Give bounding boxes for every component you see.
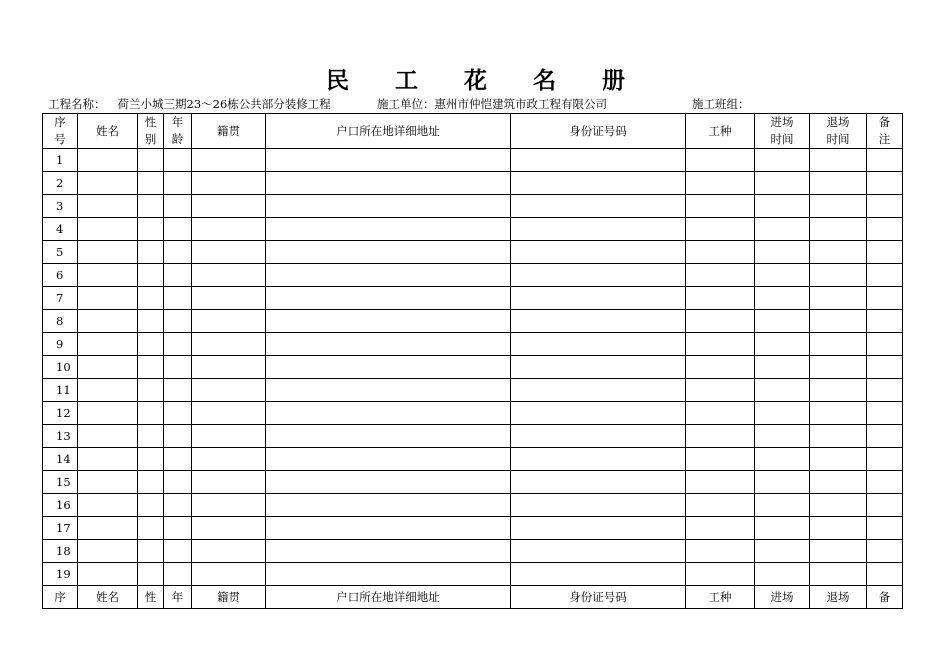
entry-time-cell — [755, 563, 810, 586]
exit-time-cell — [810, 195, 867, 218]
footer-trade: 工种 — [686, 586, 755, 609]
id-number-cell — [511, 471, 686, 494]
age-cell — [164, 540, 192, 563]
gender-cell — [138, 172, 164, 195]
address-cell — [266, 402, 511, 425]
address-cell — [266, 172, 511, 195]
table-row — [43, 356, 903, 379]
name-cell — [78, 356, 138, 379]
entry-time-cell — [755, 425, 810, 448]
exit-time-cell — [810, 218, 867, 241]
row-number: 9 — [43, 333, 78, 356]
address-cell — [266, 218, 511, 241]
footer-entry-time: 进场 — [755, 586, 810, 609]
trade-cell — [686, 241, 755, 264]
age-cell — [164, 356, 192, 379]
exit-time-cell — [810, 448, 867, 471]
remarks-cell — [867, 540, 903, 563]
trade-cell — [686, 172, 755, 195]
header-age: 年 龄 — [164, 114, 192, 149]
gender-cell — [138, 494, 164, 517]
remarks-cell — [867, 264, 903, 287]
entry-time-cell — [755, 310, 810, 333]
origin-cell — [192, 333, 266, 356]
trade-cell — [686, 425, 755, 448]
table-row — [43, 195, 903, 218]
header-trade: 工种 — [686, 114, 755, 149]
origin-cell — [192, 218, 266, 241]
row-number: 14 — [43, 448, 78, 471]
name-cell — [78, 264, 138, 287]
id-number-cell — [511, 494, 686, 517]
name-cell — [78, 540, 138, 563]
id-number-cell — [511, 563, 686, 586]
row-number: 13 — [43, 425, 78, 448]
trade-cell — [686, 149, 755, 172]
table-row — [43, 310, 903, 333]
table-row — [43, 563, 903, 586]
entry-time-cell — [755, 494, 810, 517]
origin-cell — [192, 310, 266, 333]
footer-remarks: 备 — [867, 586, 903, 609]
address-cell — [266, 241, 511, 264]
origin-cell — [192, 379, 266, 402]
address-cell — [266, 425, 511, 448]
header-seq: 序 号 — [43, 114, 78, 149]
project-value: 荷兰小城三期23～26栋公共部分装修工程 — [117, 97, 331, 111]
row-number: 1 — [43, 149, 78, 172]
table-row — [43, 287, 903, 310]
gender-cell — [138, 310, 164, 333]
address-cell — [266, 310, 511, 333]
footer-name: 姓名 — [78, 586, 138, 609]
exit-time-cell — [810, 471, 867, 494]
remarks-cell — [867, 425, 903, 448]
age-cell — [164, 402, 192, 425]
gender-cell — [138, 448, 164, 471]
gender-cell — [138, 195, 164, 218]
origin-cell — [192, 494, 266, 517]
header-remarks: 备 注 — [867, 114, 903, 149]
address-cell — [266, 356, 511, 379]
remarks-cell — [867, 402, 903, 425]
trade-cell — [686, 448, 755, 471]
gender-cell — [138, 218, 164, 241]
unit-label: 施工单位： — [377, 97, 435, 111]
trade-cell — [686, 356, 755, 379]
gender-cell — [138, 517, 164, 540]
row-number: 6 — [43, 264, 78, 287]
footer-origin: 籍贯 — [192, 586, 266, 609]
exit-time-cell — [810, 241, 867, 264]
origin-cell — [192, 540, 266, 563]
footer-gender: 性 — [138, 586, 164, 609]
name-cell — [78, 379, 138, 402]
table-row — [43, 517, 903, 540]
entry-time-cell — [755, 172, 810, 195]
origin-cell — [192, 402, 266, 425]
trade-cell — [686, 494, 755, 517]
name-cell — [78, 333, 138, 356]
origin-cell — [192, 149, 266, 172]
age-cell — [164, 310, 192, 333]
id-number-cell — [511, 540, 686, 563]
table-row — [43, 540, 903, 563]
entry-time-cell — [755, 195, 810, 218]
trade-cell — [686, 379, 755, 402]
name-cell — [78, 195, 138, 218]
id-number-cell — [511, 448, 686, 471]
remarks-cell — [867, 563, 903, 586]
entry-time-cell — [755, 540, 810, 563]
remarks-cell — [867, 356, 903, 379]
trade-cell — [686, 563, 755, 586]
id-number-cell — [511, 149, 686, 172]
name-cell — [78, 563, 138, 586]
row-number: 16 — [43, 494, 78, 517]
row-number: 12 — [43, 402, 78, 425]
age-cell — [164, 563, 192, 586]
table-row — [43, 494, 903, 517]
remarks-cell — [867, 517, 903, 540]
team-label: 施工班组： — [692, 97, 750, 111]
origin-cell — [192, 448, 266, 471]
age-cell — [164, 195, 192, 218]
id-number-cell — [511, 379, 686, 402]
exit-time-cell — [810, 310, 867, 333]
address-cell — [266, 333, 511, 356]
name-cell — [78, 310, 138, 333]
trade-cell — [686, 402, 755, 425]
id-number-cell — [511, 402, 686, 425]
exit-time-cell — [810, 402, 867, 425]
gender-cell — [138, 333, 164, 356]
entry-time-cell — [755, 264, 810, 287]
table-row — [43, 172, 903, 195]
header-entry-time: 进场 时间 — [755, 114, 810, 149]
age-cell — [164, 287, 192, 310]
trade-cell — [686, 517, 755, 540]
entry-time-cell — [755, 241, 810, 264]
gender-cell — [138, 540, 164, 563]
footer-exit-time: 退场 — [810, 586, 867, 609]
gender-cell — [138, 287, 164, 310]
id-number-cell — [511, 218, 686, 241]
row-number: 8 — [43, 310, 78, 333]
name-cell — [78, 402, 138, 425]
origin-cell — [192, 287, 266, 310]
table-row — [43, 241, 903, 264]
age-cell — [164, 494, 192, 517]
age-cell — [164, 448, 192, 471]
entry-time-cell — [755, 517, 810, 540]
origin-cell — [192, 241, 266, 264]
gender-cell — [138, 425, 164, 448]
header-exit-time: 退场 时间 — [810, 114, 867, 149]
row-number: 3 — [43, 195, 78, 218]
table-row — [43, 149, 903, 172]
origin-cell — [192, 356, 266, 379]
exit-time-cell — [810, 333, 867, 356]
age-cell — [164, 264, 192, 287]
gender-cell — [138, 149, 164, 172]
table-row — [43, 333, 903, 356]
entry-time-cell — [755, 218, 810, 241]
row-number: 18 — [43, 540, 78, 563]
remarks-cell — [867, 310, 903, 333]
age-cell — [164, 517, 192, 540]
trade-cell — [686, 333, 755, 356]
table-row — [43, 471, 903, 494]
remarks-cell — [867, 149, 903, 172]
header-name: 姓名 — [78, 114, 138, 149]
worker-roster-table — [42, 113, 903, 609]
table-row — [43, 448, 903, 471]
exit-time-cell — [810, 540, 867, 563]
remarks-cell — [867, 379, 903, 402]
origin-cell — [192, 471, 266, 494]
row-number: 4 — [43, 218, 78, 241]
row-number: 15 — [43, 471, 78, 494]
project-label: 工程名称： — [48, 97, 106, 111]
id-number-cell — [511, 287, 686, 310]
address-cell — [266, 471, 511, 494]
header-id-number: 身份证号码 — [511, 114, 686, 149]
id-number-cell — [511, 517, 686, 540]
footer-header-row — [43, 586, 903, 609]
name-cell — [78, 218, 138, 241]
entry-time-cell — [755, 333, 810, 356]
footer-seq: 序 — [43, 586, 78, 609]
remarks-cell — [867, 287, 903, 310]
gender-cell — [138, 563, 164, 586]
age-cell — [164, 218, 192, 241]
footer-id-number: 身份证号码 — [511, 586, 686, 609]
address-cell — [266, 448, 511, 471]
trade-cell — [686, 218, 755, 241]
header-gender: 性 别 — [138, 114, 164, 149]
id-number-cell — [511, 333, 686, 356]
id-number-cell — [511, 425, 686, 448]
name-cell — [78, 241, 138, 264]
origin-cell — [192, 195, 266, 218]
construction-unit-info — [377, 96, 607, 112]
origin-cell — [192, 172, 266, 195]
id-number-cell — [511, 310, 686, 333]
trade-cell — [686, 471, 755, 494]
remarks-cell — [867, 218, 903, 241]
row-number: 5 — [43, 241, 78, 264]
id-number-cell — [511, 241, 686, 264]
table-row — [43, 218, 903, 241]
footer-age: 年 — [164, 586, 192, 609]
address-cell — [266, 195, 511, 218]
row-number: 7 — [43, 287, 78, 310]
remarks-cell — [867, 448, 903, 471]
exit-time-cell — [810, 172, 867, 195]
unit-value: 惠州市仲恺建筑市政工程有限公司 — [434, 97, 607, 111]
name-cell — [78, 425, 138, 448]
exit-time-cell — [810, 264, 867, 287]
entry-time-cell — [755, 287, 810, 310]
address-cell — [266, 563, 511, 586]
id-number-cell — [511, 195, 686, 218]
exit-time-cell — [810, 379, 867, 402]
origin-cell — [192, 517, 266, 540]
gender-cell — [138, 471, 164, 494]
address-cell — [266, 287, 511, 310]
row-number: 17 — [43, 517, 78, 540]
footer-address: 户口所在地详细地址 — [266, 586, 511, 609]
address-cell — [266, 494, 511, 517]
origin-cell — [192, 264, 266, 287]
entry-time-cell — [755, 149, 810, 172]
id-number-cell — [511, 264, 686, 287]
row-number: 19 — [43, 563, 78, 586]
entry-time-cell — [755, 448, 810, 471]
age-cell — [164, 471, 192, 494]
name-cell — [78, 172, 138, 195]
row-number: 10 — [43, 356, 78, 379]
team-info — [692, 96, 750, 112]
remarks-cell — [867, 494, 903, 517]
address-cell — [266, 517, 511, 540]
remarks-cell — [867, 172, 903, 195]
gender-cell — [138, 379, 164, 402]
trade-cell — [686, 540, 755, 563]
header-origin: 籍贯 — [192, 114, 266, 149]
age-cell — [164, 172, 192, 195]
entry-time-cell — [755, 402, 810, 425]
address-cell — [266, 379, 511, 402]
trade-cell — [686, 310, 755, 333]
origin-cell — [192, 425, 266, 448]
address-cell — [266, 149, 511, 172]
entry-time-cell — [755, 379, 810, 402]
age-cell — [164, 333, 192, 356]
row-number: 11 — [43, 379, 78, 402]
page-title: 民 工 花 名 册 — [325, 68, 645, 94]
exit-time-cell — [810, 287, 867, 310]
exit-time-cell — [810, 425, 867, 448]
age-cell — [164, 241, 192, 264]
gender-cell — [138, 402, 164, 425]
trade-cell — [686, 195, 755, 218]
name-cell — [78, 494, 138, 517]
entry-time-cell — [755, 356, 810, 379]
name-cell — [78, 149, 138, 172]
gender-cell — [138, 356, 164, 379]
remarks-cell — [867, 333, 903, 356]
exit-time-cell — [810, 563, 867, 586]
remarks-cell — [867, 241, 903, 264]
address-cell — [266, 540, 511, 563]
id-number-cell — [511, 172, 686, 195]
origin-cell — [192, 563, 266, 586]
gender-cell — [138, 241, 164, 264]
header-address: 户口所在地详细地址 — [266, 114, 511, 149]
gender-cell — [138, 264, 164, 287]
trade-cell — [686, 287, 755, 310]
name-cell — [78, 448, 138, 471]
header-row — [43, 114, 903, 149]
table-row — [43, 402, 903, 425]
id-number-cell — [511, 356, 686, 379]
exit-time-cell — [810, 494, 867, 517]
remarks-cell — [867, 195, 903, 218]
row-number: 2 — [43, 172, 78, 195]
entry-time-cell — [755, 471, 810, 494]
trade-cell — [686, 264, 755, 287]
name-cell — [78, 287, 138, 310]
age-cell — [164, 149, 192, 172]
name-cell — [78, 471, 138, 494]
table-row — [43, 425, 903, 448]
remarks-cell — [867, 471, 903, 494]
exit-time-cell — [810, 356, 867, 379]
exit-time-cell — [810, 149, 867, 172]
address-cell — [266, 264, 511, 287]
table-row — [43, 379, 903, 402]
age-cell — [164, 379, 192, 402]
name-cell — [78, 517, 138, 540]
exit-time-cell — [810, 517, 867, 540]
project-name-info — [48, 96, 331, 112]
age-cell — [164, 425, 192, 448]
table-row — [43, 264, 903, 287]
